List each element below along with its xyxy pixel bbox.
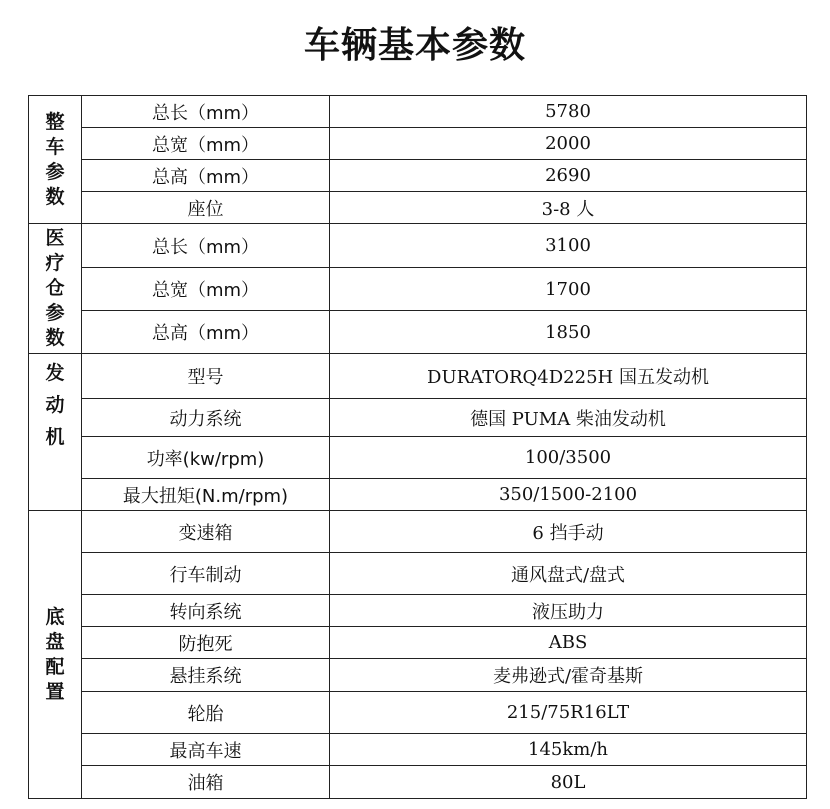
table-row: [29, 553, 807, 595]
spec-label: 轮胎: [82, 692, 330, 734]
spec-value: 麦弗逊式/霍奇基斯: [330, 659, 807, 692]
table-row: [29, 268, 807, 311]
spec-label: 最高车速: [82, 734, 330, 766]
table-row: [29, 734, 807, 766]
table-row: [29, 311, 807, 354]
spec-label: 总长（mm）: [82, 224, 330, 268]
spec-label: 总宽（mm）: [82, 268, 330, 311]
group-label-vehicle: 整 车 参 数: [29, 96, 82, 224]
spec-value: 100/3500: [330, 437, 807, 479]
group-label-chassis: 底 盘 配 置: [29, 511, 82, 799]
page-title: 车辆基本参数: [303, 25, 526, 66]
spec-label: 行车制动: [82, 553, 330, 595]
spec-label: 变速箱: [82, 511, 330, 553]
table-row: [29, 692, 807, 734]
spec-value: 350/1500-2100: [330, 479, 807, 511]
spec-label: 油箱: [82, 766, 330, 799]
table-row: [29, 511, 807, 553]
spec-label: 总宽（mm）: [82, 128, 330, 160]
spec-label: 悬挂系统: [82, 659, 330, 692]
spec-label: 总高（mm）: [82, 160, 330, 192]
spec-value: 3-8 人: [330, 192, 807, 224]
table-row: [29, 766, 807, 799]
table-row: [29, 354, 807, 399]
spec-label: 功率(kw/rpm): [82, 437, 330, 479]
spec-value: 3100: [330, 224, 807, 268]
spec-value: 德国 PUMA 柴油发动机: [330, 399, 807, 437]
spec-value: 1850: [330, 311, 807, 354]
spec-value: DURATORQ4D225H 国五发动机: [330, 354, 807, 399]
spec-label: 最大扭矩(N.m/rpm): [82, 479, 330, 511]
table-row: [29, 192, 807, 224]
group-label-engine: 发 动 机: [29, 354, 82, 511]
spec-label: 总长（mm）: [82, 96, 330, 128]
vehicle-spec-table: [28, 95, 807, 799]
spec-label: 动力系统: [82, 399, 330, 437]
table-row: [29, 399, 807, 437]
spec-value: 2690: [330, 160, 807, 192]
table-row: [29, 627, 807, 659]
spec-label: 型号: [82, 354, 330, 399]
spec-value: 2000: [330, 128, 807, 160]
spec-label: 座位: [82, 192, 330, 224]
table-row: [29, 160, 807, 192]
table-row: [29, 659, 807, 692]
group-label-medical-cabin: 医 疗 仓 参 数: [29, 224, 82, 354]
spec-value: 1700: [330, 268, 807, 311]
spec-label: 总高（mm）: [82, 311, 330, 354]
spec-value: 80L: [330, 766, 807, 799]
spec-value: 液压助力: [330, 595, 807, 627]
spec-value: 6 挡手动: [330, 511, 807, 553]
spec-value: 5780: [330, 96, 807, 128]
spec-value: ABS: [330, 627, 807, 659]
spec-label: 转向系统: [82, 595, 330, 627]
table-row: [29, 128, 807, 160]
table-row: [29, 595, 807, 627]
table-row: [29, 96, 807, 128]
table-row: [29, 479, 807, 511]
spec-value: 215/75R16LT: [330, 692, 807, 734]
spec-value: 通风盘式/盘式: [330, 553, 807, 595]
table-row: [29, 224, 807, 268]
spec-value: 145km/h: [330, 734, 807, 766]
table-row: [29, 437, 807, 479]
spec-label: 防抱死: [82, 627, 330, 659]
